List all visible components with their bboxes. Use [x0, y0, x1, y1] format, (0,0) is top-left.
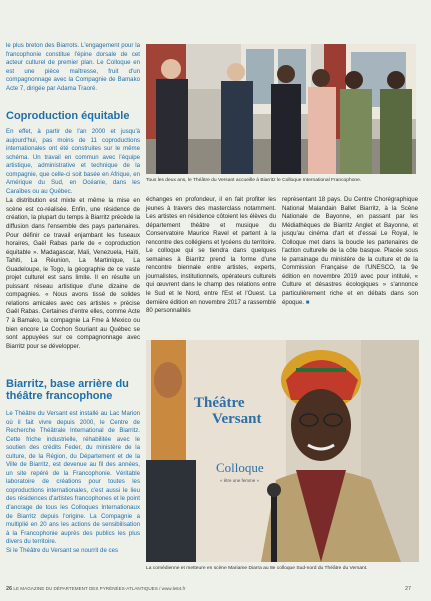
- heading-coproduction: Coproduction équitable: [6, 110, 130, 122]
- footer-right: [405, 586, 411, 592]
- distribution-paragraph: La distribution est mixte et même la mise en scène est co-réalisée. Enfin, une résidence de création, la plupart du temps à Biarritz précède la diffusion dans l'ensemble des pays partenaires. Pour définir ce travail enjambant les fuseaux horaires, Gaël Rabas parle de « coproduction équitable ». Madagascar, Mali, Venezuela, Haïti, Tahiti, La Réunion, La Martinique, La Guadeloupe, le Togo, la géographie de ce vaste projet culturel est sans limite. Il en résulte un puissant réseau artistique d'une dizaine de compagnies. « Nous avons tissé de solides relations amicales avec ces artistes » précise Gaël Rabas. Certaines d'entre elles, comme Acte 7 à Bamako, la compagnie La Fme à Mexico ou bien encore Le Cochon Souriant au Québec se sont appuyées sur ce compagnonnage avec Biarritz pour se développer.: [6, 197, 140, 350]
- end-mark: ■: [305, 298, 310, 306]
- intro-paragraph: le plus breton des Biarrots. L'engagement pour la francophonie constitue l'épine dorsale de cet acteur culturel de premier plan. Le Colloque en est une pièce maîtresse, fruit d'un compagnonnage avec la Compagnie de Bamako Acte 7, dirigée par Adama Traoré.: [6, 42, 140, 92]
- left-column-body: [6, 128, 140, 351]
- heading-biarritz: Biarritz, base arrière du théâtre francophone: [6, 378, 129, 402]
- footer-magazine-title: LE MAGAZINE DU DÉPARTEMENT DES PYRÉNÉES-ATLANTIQUES / www.le64.fr: [13, 586, 186, 591]
- right-paragraph-text: représentant 18 pays. Du Centre Chorégraphique National Malandain Ballet Biarritz, à la Scène Nationale de Bayonne, en passant par les Médiathèques de Biarritz Anglet et Bayonne, et jusqu'au cinéma d'art et d'essai Le Royal, le Colloque met dans la boucle les partenaires de l'action culturelle de la côte basque. Placée sous le parrainage du ministère de la culture et de la Commission Française de l'UNESCO, la 9e édition en novembre 2019 avec pour intitulé, « Culture et désastres écologiques » s'annonce particulièrement riche et en débats dans son époque.: [282, 196, 418, 306]
- right-column: [282, 196, 418, 307]
- group-photo-illustration: [146, 44, 416, 174]
- footer-left: [6, 586, 185, 592]
- poster-line-theatre: Théâtre: [194, 395, 245, 411]
- poster-colloque: Colloque: [216, 460, 264, 475]
- photo-mariame-diarra: [146, 340, 419, 562]
- coproduction-paragraph: En effet, à partir de l'an 2000 et jusqu'à aujourd'hui, pas moins de 11 coproductions internationales ont été construites sur le même schéma. Un travail en commun avec l'équipe artistique, administrative et technique de la compagnie, que celle-ci soit basée en Afrique, en Amérique du Sud, en Océanie, dans les Caraïbes ou au Québec.: [6, 128, 140, 195]
- left-column-bottom: [6, 410, 140, 555]
- photo2-caption: La comédienne et metteure en scène Mariame Diarra au 8e colloque Sud-nord du Théâtre du Versant.: [146, 566, 368, 571]
- versant-continued: Si le Théâtre du Versant se nourrit de ces: [6, 546, 119, 554]
- right-paragraph: [282, 196, 418, 307]
- footer-page-number-left: 26: [6, 586, 13, 592]
- middle-paragraph: échanges en profondeur, il en fait profiter les jeunes à travers des masterclass notamment. Les artistes en résidence côtoient les élèves du département théâtre et musique du Conservatoire Maurice Ravel et partent à la rencontre des collégiens et lycéens du territoire. Le colloque qui se tiendra dans quelques semaines à Biarritz prend la forme d'une rencontre biennale entre artistes, experts, journalistes, institutionnels, opérateurs culturels qui œuvrent dans le champ des relations entre le Sud et le Nord, entre l'Est et l'Ouest. La dernière édition en novembre 2017 a rassemblé 80 personnalités: [146, 196, 276, 315]
- middle-column: [146, 196, 276, 316]
- portrait-photo-illustration: [146, 340, 419, 562]
- poster-line-versant: Versant: [212, 411, 262, 427]
- poster-text: [194, 395, 261, 427]
- left-column: [6, 42, 140, 93]
- photo-colloque-group: [146, 44, 416, 174]
- versant-paragraph: Le Théâtre du Versant est installé au Lac Marion où il fait vivre depuis 2000, le Centre de Recherche Théâtrale International de Biarritz. Cette friche industrielle, réhabilitée avec le soutien des crédits Feder, du ministère de la culture, de la Région, du Département et de la Ville de Biarritz, est devenue au fil des années, un site repéré de la Francophonie. Véritable laboratoire de créations pour toutes les coproductions internationales, c'est aussi le lieu des résidences d'artistes francophones et le point d'ancrage de tous les Colloques Internationaux de Biarritz depuis l'origine. La Compagnie a multiplié en 20 ans les actions de sensibilisation à la Francophonie auprès des publics les plus divers du territoire.: [6, 410, 140, 546]
- poster-subtitle: « être une femme »: [220, 478, 260, 483]
- footer-page-number-right: 27: [405, 586, 412, 592]
- photo1-caption: Tous les deux ans, le Théâtre du Versant accueille à Biarritz le Colloque International Francophone.: [146, 178, 362, 183]
